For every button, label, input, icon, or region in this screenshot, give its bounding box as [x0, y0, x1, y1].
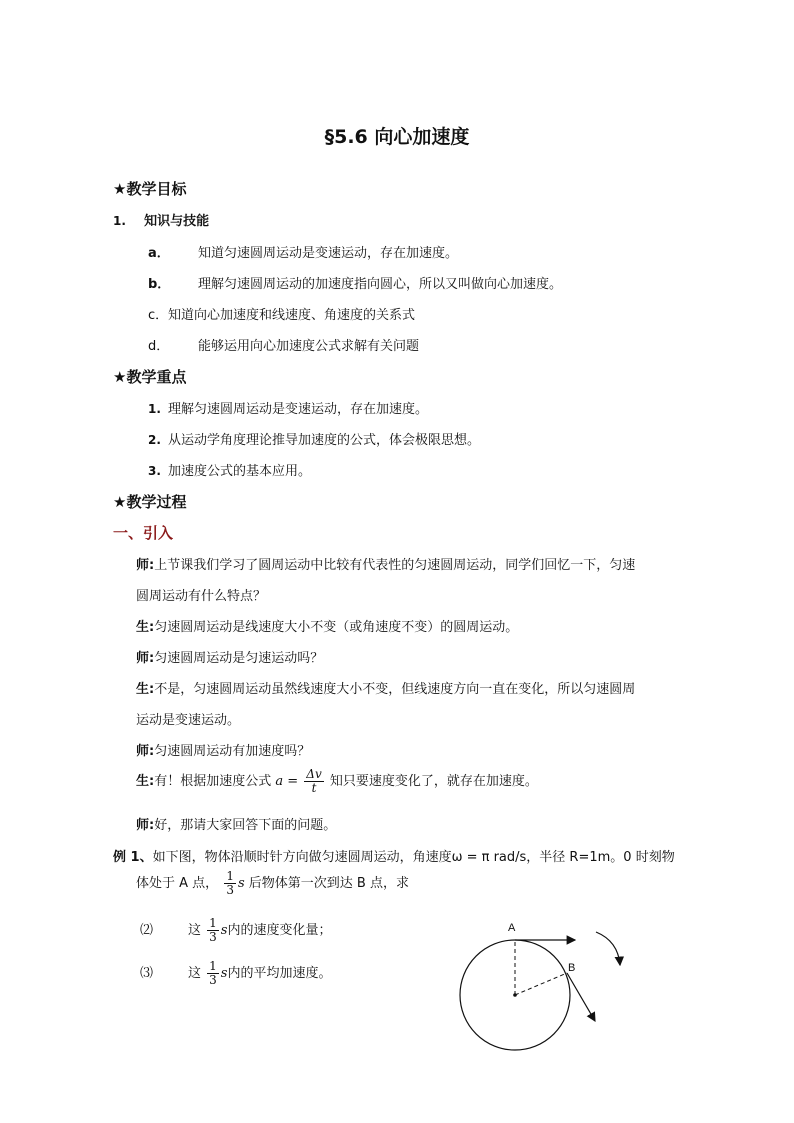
question-line — [140, 917, 331, 944]
formula-fraction — [304, 768, 323, 795]
fraction-denominator: 3 — [209, 930, 217, 944]
item-text: 能够运用向心加速度公式求解有关问题 — [198, 339, 420, 354]
page-title: §5.6 向心加速度 — [324, 126, 470, 148]
item-text: 从运动学角度理论推导加速度的公式，体会极限思想。 — [168, 433, 481, 448]
list-item — [148, 335, 419, 354]
example-text: 如下图，物体沿顺时针方向做匀速圆周运动，角速度ω = π rad/s，半径 R=1m。0 时刻物 — [152, 850, 675, 865]
dialogue-line — [136, 647, 323, 666]
fraction-denominator: t — [311, 781, 317, 795]
question-number: ⑵ — [140, 923, 154, 938]
circular-motion-figure — [450, 915, 640, 1055]
clockwise-arrow-icon — [596, 932, 620, 965]
speaker-label: 师: — [136, 744, 155, 759]
item-text: 知道匀速圆周运动是变速运动，存在加速度。 — [198, 246, 459, 261]
dialogue-text: 好，那请大家回答下面的问题。 — [154, 818, 337, 833]
item-text: 知道向心加速度和线速度、角速度的关系式 — [168, 308, 416, 323]
section-heading-objectives: ★教学目标 — [113, 180, 187, 198]
list-item — [148, 273, 562, 292]
example-text: 体处于 A 点， — [136, 876, 219, 891]
list-item — [148, 398, 428, 417]
point-label-b: B — [568, 962, 576, 974]
speaker-label: 生: — [136, 774, 155, 789]
speaker-label: 生: — [136, 682, 155, 697]
fraction-denominator: 3 — [209, 973, 217, 987]
question-number: ⑶ — [140, 966, 154, 981]
item-label: 1. — [148, 402, 161, 416]
fraction-numerator: 1 — [209, 916, 217, 930]
fraction-one-third — [207, 917, 219, 944]
point-label-a: A — [508, 922, 516, 934]
example-label: 例 1、 — [113, 850, 153, 865]
radius-to-b — [515, 973, 567, 995]
item-text: 理解匀速圆周运动的加速度指向圆心，所以又叫做向心加速度。 — [198, 277, 563, 292]
section-heading-key-points: ★教学重点 — [113, 368, 187, 386]
dialogue-text: 上节课我们学习了圆周运动中比较有代表性的匀速圆周运动，同学们回忆一下，匀速 — [154, 558, 636, 573]
subsection-label: 知识与技能 — [144, 214, 210, 229]
item-text: 加速度公式的基本应用。 — [168, 464, 312, 479]
item-label: c． — [148, 308, 169, 323]
fraction-one-third — [224, 870, 236, 897]
velocity-arrow-b — [567, 973, 595, 1021]
dialogue-line — [136, 678, 635, 697]
item-label: 2. — [148, 433, 161, 447]
unit-seconds: s — [220, 923, 228, 938]
dialogue-text: 有！根据加速度公式 — [154, 774, 272, 789]
dialogue-line — [136, 554, 635, 573]
dialogue-line — [136, 814, 336, 833]
subsection-knowledge — [113, 210, 209, 229]
formula-lhs: a = — [275, 774, 299, 789]
section-heading-process: ★教学过程 — [113, 493, 187, 511]
subsection-number: 1. — [113, 214, 126, 228]
example-text: 后物体第一次到达 B 点，求 — [248, 876, 409, 891]
dialogue-line — [136, 616, 518, 635]
item-label: 3. — [148, 464, 161, 478]
question-text: 这 — [188, 923, 202, 938]
question-line — [140, 960, 331, 987]
dialogue-text: 匀速圆周运动是匀速运动吗？ — [154, 651, 324, 666]
dialogue-line — [136, 740, 310, 759]
question-text: 这 — [188, 966, 202, 981]
list-item — [148, 304, 415, 323]
dialogue-line — [136, 768, 538, 795]
fraction-numerator: 1 — [226, 869, 234, 883]
list-item — [148, 429, 480, 448]
dialogue-text: 不是，匀速圆周运动虽然线速度大小不变，但线速度方向一直在变化，所以匀速圆周 — [154, 682, 636, 697]
fraction-one-third — [207, 960, 219, 987]
dialogue-text: 匀速圆周运动是线速度大小不变（或角速度不变）的圆周运动。 — [154, 620, 519, 635]
unit-seconds: s — [220, 966, 228, 981]
subsection-intro: 一、引入 — [113, 524, 174, 542]
dialogue-text: 知只要速度变化了，就存在加速度。 — [329, 774, 538, 789]
question-text: 内的速度变化量； — [227, 923, 332, 938]
question-text: 内的平均加速度。 — [227, 966, 332, 981]
example-line — [136, 870, 409, 897]
speaker-label: 生: — [136, 620, 155, 635]
item-label: a． — [148, 246, 170, 261]
item-label: b． — [148, 277, 171, 292]
dialogue-text: 匀速圆周运动有加速度吗？ — [154, 744, 311, 759]
example-line — [113, 846, 675, 865]
list-item — [148, 242, 458, 261]
list-item — [148, 460, 311, 479]
speaker-label: 师: — [136, 558, 155, 573]
fraction-numerator: 1 — [209, 959, 217, 973]
unit-seconds: s — [237, 876, 245, 891]
center-point — [513, 993, 517, 997]
item-label: d． — [148, 339, 170, 354]
dialogue-continuation: 圆周运动有什么特点？ — [136, 589, 267, 604]
speaker-label: 师: — [136, 651, 155, 666]
fraction-denominator: 3 — [226, 883, 234, 897]
speaker-label: 师: — [136, 818, 155, 833]
dialogue-continuation: 运动是变速运动。 — [136, 713, 241, 728]
item-text: 理解匀速圆周运动是变速运动，存在加速度。 — [168, 402, 429, 417]
fraction-numerator: Δv — [306, 767, 322, 781]
